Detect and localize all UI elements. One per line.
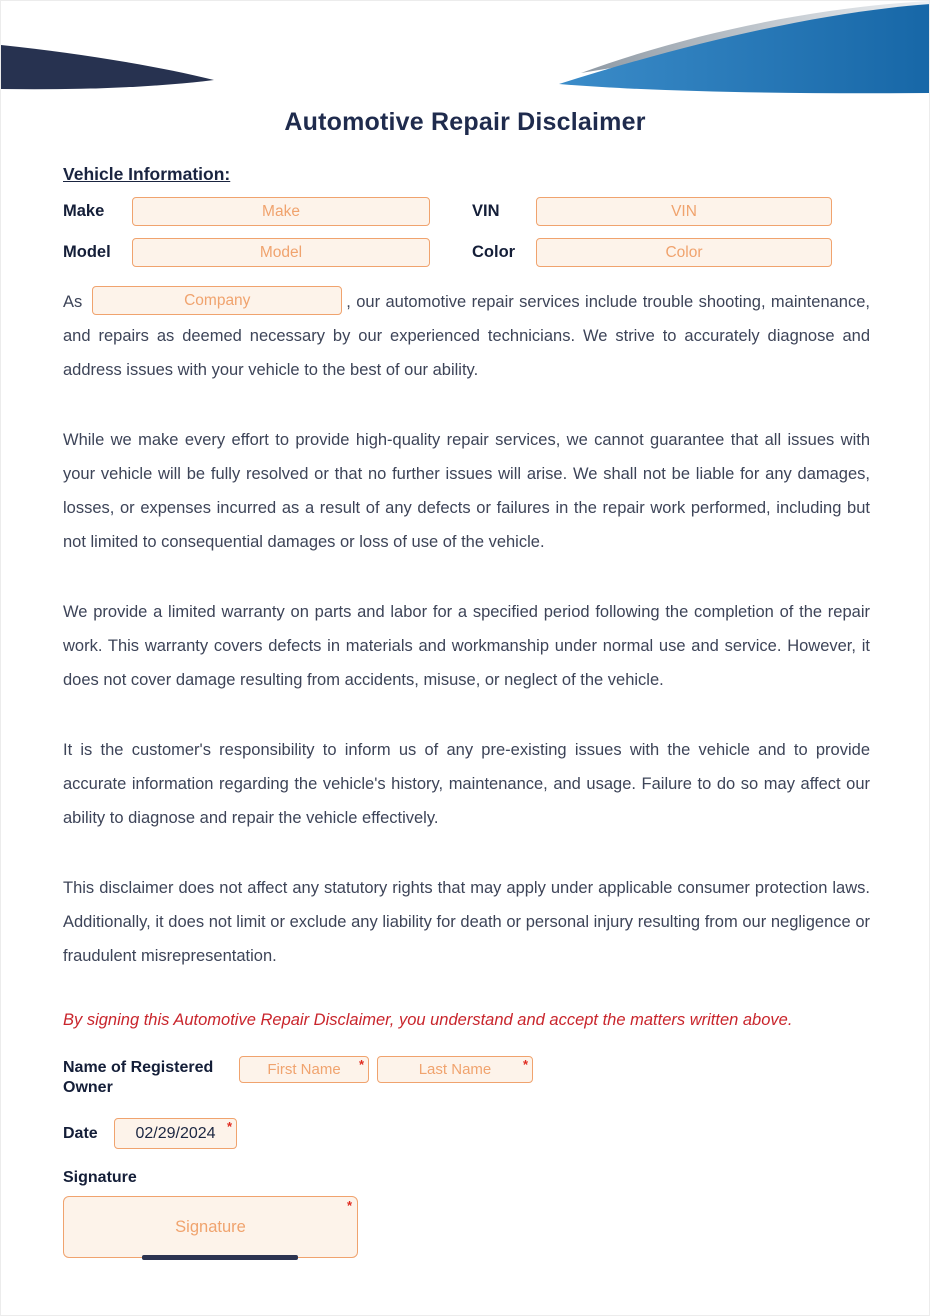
signature-field[interactable]: [63, 1196, 358, 1258]
paragraph-warranty: We provide a limited warranty on parts and labor for a specified period following the completion of the repair work. This warranty covers defects in materials and workmanship under normal use and service. However, it does not cover damage resulting from accidents, misuse, or neglect of the vehicle.: [63, 603, 870, 690]
signature-label: Signature: [63, 1169, 137, 1187]
document-content: [1, 164, 929, 1258]
vin-input[interactable]: [536, 197, 832, 226]
make-label: Make: [63, 202, 105, 220]
last-name-input[interactable]: [377, 1056, 533, 1083]
last-name-wrap: [377, 1056, 533, 1083]
required-asterisk: *: [358, 1057, 364, 1073]
header-decoration: [1, 1, 930, 96]
owner-name-label: Name of Registered Owner: [63, 1059, 214, 1097]
signature-underline: [142, 1255, 298, 1260]
date-input[interactable]: [114, 1118, 237, 1149]
first-name-wrap: [239, 1056, 369, 1083]
make-input[interactable]: [132, 197, 430, 226]
header-blue-swoosh: [559, 4, 930, 93]
model-input[interactable]: [132, 238, 430, 267]
required-asterisk: *: [522, 1057, 528, 1073]
vin-label: VIN: [472, 202, 500, 220]
company-prefix-text: As: [63, 293, 83, 311]
paragraph-responsibility: It is the customer's responsibility to inform us of any pre-existing issues with the vehicle and to provide accurate information regarding the vehicle's history, maintenance, and usage. Failure to do so may affect our ability to diagnose and repair the vehicle effectively.: [63, 741, 870, 828]
first-name-input[interactable]: [239, 1056, 369, 1083]
company-suffix-text: , our automotive repair services include trouble shooting, maintenance, and repairs as deemed necessary by our experienced technicians. We strive to accurately diagnose and address issues with your vehicle to the best of our ability.: [63, 293, 870, 380]
vehicle-row-2: [63, 238, 870, 267]
date-wrap: [114, 1118, 237, 1149]
signature-placeholder: Signature: [175, 1217, 246, 1236]
required-asterisk: *: [346, 1198, 352, 1214]
vehicle-row-1: [63, 197, 870, 226]
paragraph-company: [63, 285, 870, 387]
header-navy-swoosh: [1, 45, 214, 89]
model-label: Model: [63, 243, 111, 261]
color-input[interactable]: [536, 238, 832, 267]
paragraph-statutory: This disclaimer does not affect any statutory rights that may apply under applicable consumer protection laws. Additionally, it does not limit or exclude any liability for death or personal injury resulting from our negligence or fraudulent misrepresentation.: [63, 879, 870, 966]
date-row: [63, 1118, 870, 1149]
page-title: Automotive Repair Disclaimer: [284, 108, 646, 136]
vehicle-info-heading: Vehicle Information:: [63, 164, 231, 184]
owner-name-row: [63, 1056, 870, 1098]
company-input[interactable]: [92, 286, 342, 315]
color-label: Color: [472, 243, 516, 261]
required-asterisk: *: [226, 1119, 232, 1135]
paragraph-liability: While we make every effort to provide high-quality repair services, we cannot guarantee that all issues with your vehicle will be fully resolved or that no further issues will arise. We shall not be liable for any damages, losses, or expenses incurred as a result of any defects or failures in the repair work performed, including but not limited to consequential damages or loss of use of the vehicle.: [63, 431, 870, 552]
acceptance-note: By signing this Automotive Repair Disclaimer, you understand and accept the matters written above.: [63, 1011, 793, 1030]
date-label: Date: [63, 1124, 98, 1142]
